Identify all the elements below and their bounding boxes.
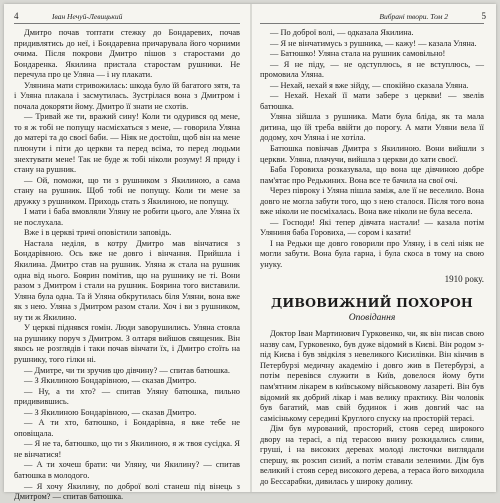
- paragraph: — Тривай же ти, вражий сину! Коли ти одурився од мене, то я ж тобі не попущу насмієхаться з мене, — говорила Уляна до матері та до своєї баби. — Ніяк не достоїш, щоб він на мене плюнути і піти до церкви та перед всіма, то перед людьми знехтувати мене! Так не буде ж тобі ніколи розуму! Я приду і стану на рушник.: [14, 112, 240, 175]
- paragraph: Батюшка повінчав Дмитра з Якилиною. Вони вийшли з церкви. Уляна, плачучи, вийшла з церкви до хати своєї.: [260, 144, 484, 164]
- paragraph: — Ну, а ти хто? — спитав Уляну батюшка, пильно придивившись.: [14, 386, 240, 407]
- paragraph: — З Якилиною Бондарівною, — сказав Дмитро.: [24, 376, 197, 386]
- story-title: ДИВОВИЖНИЙ ПОХОРОН: [271, 295, 473, 311]
- right-page-text: [260, 28, 484, 487]
- paragraph: — Я не піду, — не одступлюсь, я не вступлюсь, — промовила Уляна.: [260, 59, 484, 80]
- paragraph: Вже і в церкві тричі оповістили заповідь.: [24, 228, 172, 238]
- paragraph: — Нехай. Нехай її мати забере з церкви! — звелів батюшка.: [260, 91, 484, 111]
- left-header-rule: [14, 23, 240, 24]
- paragraph: — Ой, поможи, що ти з рушником з Якилиною, а сама стану на рушник. Щоб тобі не попущу. Коли ти мене за дружку з рушником. Приходь стать з Якилиною, не попущу.: [14, 175, 240, 206]
- paragraph: Баба Горовиха розказувала, що вона ще дівчиною добре пам'ятає про Редькиних. Вона все те бачила на свої очі.: [260, 165, 484, 185]
- paragraph: — Батюшко! Уляна стала на рушник самовільно!: [270, 49, 446, 59]
- paragraph: Через півроку і Уляна пішла заміж, але її не веселило. Вона довго не могла забути того, що з нею сталося. Після того вона вже ніколи не посміхалась. Вона вже ніколи не була весела.: [260, 186, 484, 217]
- story-beginning: [260, 329, 484, 487]
- story-year: 1910 року.: [444, 273, 484, 284]
- left-page-text: [14, 28, 240, 503]
- right-page-header: [252, 11, 496, 23]
- paragraph: У церкві піднявся гомін. Люди заворушились. Уляна стояла на рушнику поруч з Дмитром. З олтаря вийшов священик. Він якось не розглядів і таки почав вінчати їх, і Дмитро стоїть на рушнику, того гілки ні.: [14, 323, 240, 364]
- paragraph: — Дмитре, чи ти зручив цю дівчину? — спитав батюшка.: [24, 365, 230, 375]
- paragraph: І на Редьки ще довго говорили про Уляну, і в селі ніяк не могли забути. Вона була гарна, і була скоса в тому на свою унуку.: [260, 238, 484, 270]
- paragraph: — А ти хочеш брати: чи Уляну, чи Якилину? — спитав батюшка в молодого.: [14, 460, 240, 480]
- story-paragraph: Доктор Іван Мартинович Гурковенко, чи, як він писав свою назву сам, Гурковенко, був дуже відомий в Києві. Він родом з-під Києва і був звідкіля з невеликого Кисилівки. Він кінчив в Петербурзі медичну академію і довго жив в Петербурзі, а потім перевівся служити в Київ, довелося йому бути пам'ятним лікарем в київському військовому лазареті. Він був відомий як добрий лікар і мав велику практику. Він чоловік був багатий, мав свій будинок і жив довгий час на самісінькому середині Круглого спуску на просторій терасі.: [260, 329, 484, 423]
- story-paragraph: Дім був мурований, просторий, стояв серед широкого двору на терасі, а під терасою внизу розкидались сливи, груші, і на високих деревах молоді листочки виглядали спершу, як розсип сизий, а потім ставали зеленими. Дім був великий і стояв серед високого дерева, а тераса його виходила до Бессарабки, дивилась у широку долину.: [260, 424, 484, 486]
- paragraph: Улянина мати стривожилась: шкода було їй багатого зятя, та і Уляна плакала і засмутилась. Зустрілася вона з Дмитром і почала докоряти йому. Дмитро її знати не схотів.: [14, 80, 240, 111]
- paragraph: Дмитро почав топтати стежку до Бондаревих, почав придивлятись до неї, і Бондаревна причарувала його чорними очима. Після покрови Дмитро пішов з старостами до Бондаренка. Якилина пристала старостам рушники. Не перечула про це Уляна — і ну плакати.: [14, 28, 240, 80]
- paragraph: — Нехай, нехай я вже зійду, — спокійно сказала Уляна.: [270, 80, 469, 90]
- story-subtitle: Оповідання: [348, 312, 396, 323]
- right-running-head: Вибрані твори. Том 2: [379, 12, 448, 21]
- paragraph: Уляна зійшла з рушника. Мати була бліда, як та мала дитина, що їй треба ввійти до порогу. А мати Уляни вела її додому, хоч Уляна і не хотіла.: [260, 112, 484, 143]
- paragraph: — З Якилиною Бондарівною, — сказав Дмитро.: [24, 407, 197, 417]
- paragraph: — Я не вінчатимусь з рушника, — кажу! — казала Уляна.: [270, 38, 477, 48]
- book-spread: [4, 4, 496, 502]
- left-page-number: 4: [14, 11, 19, 21]
- paragraph: — По доброї волі, — одказала Якилина.: [270, 28, 414, 37]
- right-page: [252, 4, 496, 492]
- paragraph: — Я не та, батюшко, що ти з Якилиною, я ж твоя сусідка. Я не вінчатися!: [14, 439, 240, 459]
- story-ending: [260, 28, 484, 271]
- paragraph: Настала неділя, в котру Дмитро мав вінчатися з Бондарівною. Ось вже не довго і вінчання. Прийшла і Якилина. Дмитро став на рушник. Уляна ж стала на рушник одна від нього. Боярин помітив, що на рушнику не ті. Вони разом з Дмитром і стали на рушник. Боярина того виставили. Уляна була одна. Та й Уляна обкрутилась біля Уляни, вона вже як з нею. Уляна з Дмитром разом стали. Хоч і ви з рушником, ну ти ж Якилино.: [14, 238, 240, 322]
- paragraph: — Я хочу Якилину, по доброї волі станеш під вінець з Дмитром? — спитав батюшка.: [14, 481, 240, 502]
- left-page: [4, 4, 250, 502]
- left-running-head: Іван Нечуй-Левицький: [52, 12, 123, 21]
- right-header-rule: [260, 23, 484, 24]
- left-page-header: [4, 11, 250, 23]
- paragraph: І мати і баба вмовляли Уляну не робити цього, але Уляна їх не послухала.: [14, 207, 240, 227]
- paragraph: — Господи! Які тепер дівчата настали! — казала потім Уляниня баба Горовиха, — сором і казати!: [260, 217, 484, 238]
- paragraph: — А ти хто, батюшко, і Бондарівна, я вже тебе не оповіщала.: [14, 418, 240, 438]
- right-page-number: 5: [481, 11, 486, 21]
